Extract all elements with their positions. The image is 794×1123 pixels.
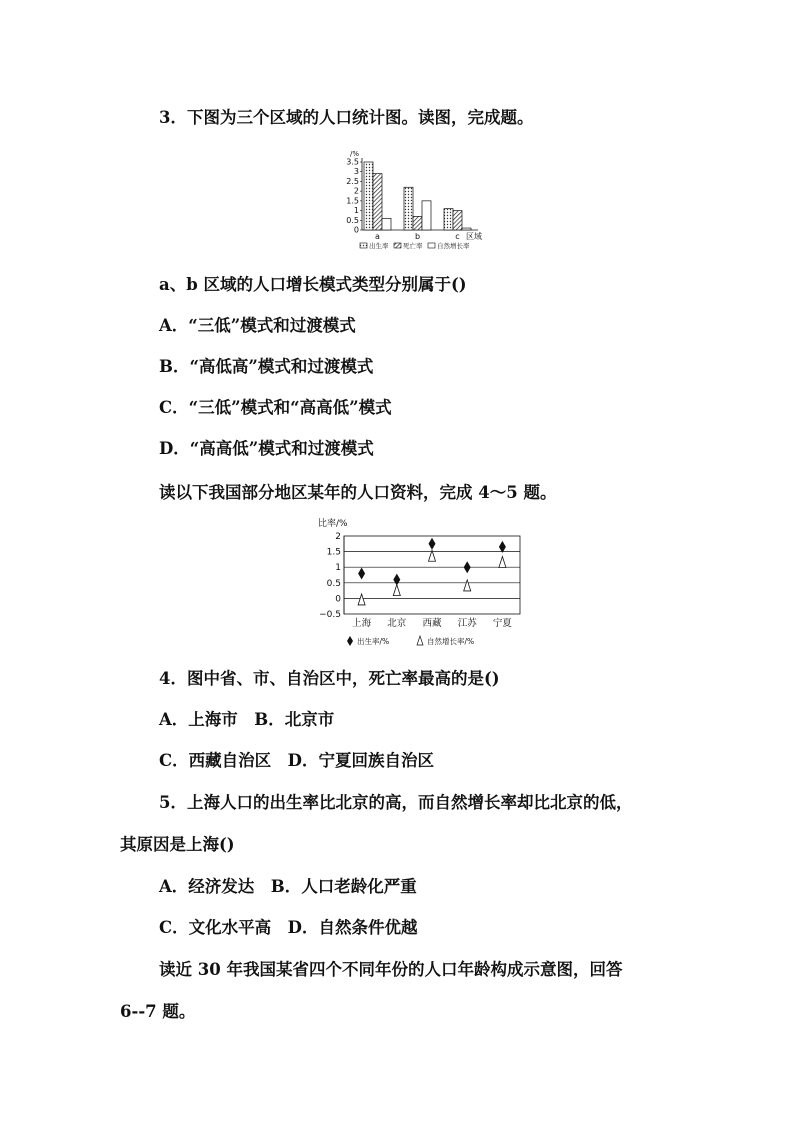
chart1-y-tick-label: 1 bbox=[353, 206, 359, 216]
q4-options-row1[interactable]: A．上海市 B．北京市 bbox=[159, 710, 335, 729]
chart1-x-label: 区域 bbox=[466, 232, 482, 241]
chart1-y-tick-label: 3 bbox=[353, 167, 359, 177]
chart2-legend-label: 出生率/% bbox=[357, 637, 390, 646]
chart1-legend-label: 出生率 bbox=[369, 242, 389, 250]
chart2-x-tick-label: 江苏 bbox=[457, 618, 477, 629]
chart1-bar-a-1 bbox=[373, 174, 382, 230]
chart2-x-tick-label: 上海 bbox=[352, 618, 372, 629]
q3-option-a[interactable]: A．“三低”模式和过渡模式 bbox=[159, 316, 356, 335]
chart2-x-tick-label: 宁夏 bbox=[492, 618, 512, 629]
chart1-y-tick-label: 0.5 bbox=[346, 215, 359, 225]
chart1-bar-c-2 bbox=[462, 228, 471, 230]
chart-2-scatter bbox=[310, 514, 530, 652]
chart1-bar-c-1 bbox=[453, 211, 462, 230]
chart2-y-tick-label: −0.5 bbox=[319, 610, 341, 620]
chart2-point-natural-growth bbox=[358, 594, 365, 605]
chart1-y-tick-label: 2.5 bbox=[346, 176, 359, 186]
chart2-legend-label: 自然增长率/% bbox=[427, 637, 475, 646]
q3-option-c[interactable]: C．“三低”模式和“高高低”模式 bbox=[159, 398, 392, 417]
chart1-x-tick-label: b bbox=[414, 232, 421, 241]
chart1-bar-b-2 bbox=[422, 201, 431, 230]
chart1-y-tick-label: 0 bbox=[353, 225, 359, 235]
chart1-y-tick-label: 2 bbox=[353, 186, 359, 196]
chart1-bar-b-0 bbox=[404, 187, 413, 230]
q5-stem-line2: 其原因是上海() bbox=[120, 835, 235, 854]
chart2-y-tick-label: 0.5 bbox=[326, 578, 341, 589]
q3-option-d[interactable]: D．“高高低”模式和过渡模式 bbox=[159, 439, 374, 458]
q3-stem: 3．下图为三个区域的人口统计图。读图，完成题。 bbox=[159, 108, 534, 127]
chart1-x-tick-label: a bbox=[375, 232, 380, 241]
chart1-y-tick-label: 1.5 bbox=[346, 196, 359, 206]
q5-options-row2[interactable]: C．文化水平高 D．自然条件优越 bbox=[159, 918, 418, 937]
chart1-bar-a-0 bbox=[364, 162, 373, 230]
chart1-bar-c-0 bbox=[444, 209, 453, 230]
chart1-y-tick-label: 3.5 bbox=[346, 157, 359, 167]
intro-6-7-line2: 6--7 题。 bbox=[120, 1002, 196, 1021]
chart2-point-natural-growth bbox=[393, 585, 400, 596]
chart1-legend-swatch bbox=[394, 243, 401, 248]
chart2-x-tick-label: 西藏 bbox=[422, 618, 442, 629]
chart-1-bar bbox=[338, 148, 498, 252]
chart1-x-tick-label: c bbox=[455, 232, 460, 241]
chart2-legend-swatch-birth bbox=[347, 636, 353, 646]
chart2-legend-swatch-growth bbox=[417, 636, 423, 645]
intro-6-7-line1: 读近 30 年我国某省四个不同年份的人口年龄构成示意图，回答 bbox=[159, 960, 623, 979]
chart1-legend-label: 死亡率 bbox=[403, 242, 423, 250]
q5-stem-line1: 5．上海人口的出生率比北京的高，而自然增长率却比北京的低， bbox=[159, 793, 633, 812]
q3-question: a、b 区域的人口增长模式类型分别属于() bbox=[159, 275, 467, 294]
chart1-bar-a-2 bbox=[382, 218, 391, 230]
chart2-y-tick-label: 2 bbox=[335, 532, 341, 542]
chart2-x-tick-label: 北京 bbox=[387, 618, 407, 629]
q4-stem: 4．图中省、市、自治区中，死亡率最高的是() bbox=[159, 669, 500, 688]
chart2-point-natural-growth bbox=[499, 557, 506, 568]
chart1-bar-b-1 bbox=[413, 216, 422, 230]
chart2-point-birth-rate bbox=[499, 541, 506, 553]
chart2-y-tick-label: 1 bbox=[335, 563, 341, 574]
q5-options-row1[interactable]: A．经济发达 B．人口老龄化严重 bbox=[159, 877, 417, 896]
intro-4-5: 读以下我国部分地区某年的人口资料，完成 4～5 题。 bbox=[159, 483, 557, 502]
q4-options-row2[interactable]: C．西藏自治区 D．宁夏回族自治区 bbox=[159, 751, 434, 770]
chart2-y-label: 比率/% bbox=[318, 519, 348, 529]
chart1-legend-swatch bbox=[360, 243, 367, 248]
chart1-y-label: /% bbox=[350, 150, 360, 158]
chart1-legend-label: 自然增长率 bbox=[437, 242, 470, 250]
chart1-legend-swatch bbox=[428, 243, 435, 248]
chart2-point-birth-rate bbox=[429, 538, 436, 550]
chart2-point-natural-growth bbox=[464, 580, 471, 591]
q3-option-b[interactable]: B．“高低高”模式和过渡模式 bbox=[159, 357, 374, 376]
chart2-y-tick-label: 1.5 bbox=[326, 547, 341, 558]
chart2-point-birth-rate bbox=[464, 561, 471, 573]
chart2-y-tick-label: 0 bbox=[335, 594, 341, 605]
chart2-point-birth-rate bbox=[358, 567, 365, 579]
